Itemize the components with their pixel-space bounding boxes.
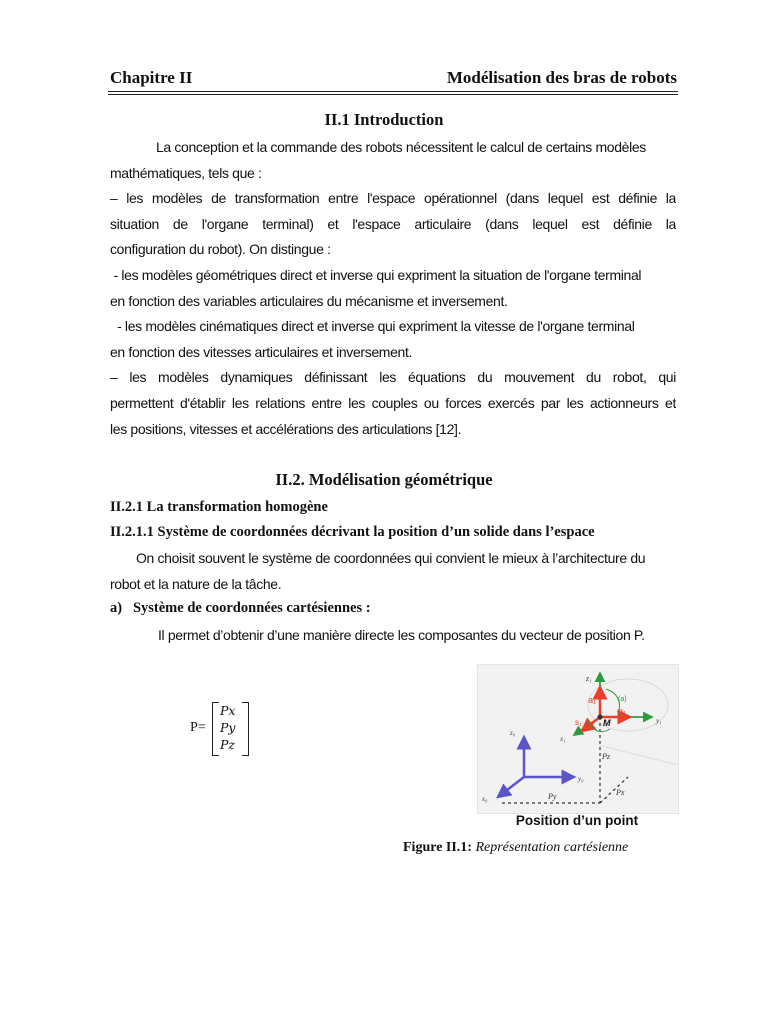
label-a1: a₁	[588, 695, 597, 705]
text-line: en fonction des variables articulaires du mécanisme et inversement.	[110, 292, 508, 309]
point-m	[598, 715, 603, 720]
text-line: en fonction des vitesses articulaires et inversement.	[110, 343, 413, 360]
matrix-entry-px: Px	[220, 703, 236, 718]
cartesian-figure	[477, 664, 679, 814]
header-rule-thin	[108, 94, 678, 95]
chapter-label: Chapitre II	[110, 68, 193, 87]
text-line: – les modèles dynamiques définissant les équations du mouvement du robot, qui	[110, 369, 676, 386]
text-line: - les modèles cinématiques direct et inverse qui expriment la vitesse de l'organe terminal	[110, 318, 635, 335]
label-px: Px	[616, 788, 625, 797]
figure-image-caption: Position d’un point	[515, 813, 639, 828]
label-z1: z₁	[586, 674, 592, 683]
matrix-entry-pz: Pz	[220, 737, 235, 752]
label-y0: y₀	[578, 775, 584, 783]
text-line: les positions, vitesses et accélérations des articulations [12].	[110, 420, 462, 437]
label-z0: z₀	[510, 729, 516, 737]
label-x1: x₁	[560, 735, 566, 743]
text-line: mathématiques, tels que :	[110, 164, 262, 181]
subsection-heading-cartesian: a) Système de coordonnées cartésiennes :	[110, 600, 371, 616]
label-pz: Pz	[602, 752, 610, 761]
cartesian-diagram	[478, 665, 678, 813]
text-line: robot et la nature de la tâche.	[110, 575, 282, 592]
figure-caption	[403, 840, 628, 856]
text-line: - les modèles géométriques direct et inverse qui expriment la situation de l'organe terminal	[110, 266, 642, 283]
cartesian-paragraph	[158, 623, 678, 649]
section-heading-introduction: II.1 Introduction	[324, 110, 444, 129]
text-line: On choisit souvent le système de coordonnées qui convient le mieux à l’architecture du	[136, 550, 646, 566]
label-m: M	[603, 718, 611, 728]
subsection-heading-transformation: II.2.1 La transformation homogène	[110, 499, 328, 515]
section-heading-modelisation: II.2. Modélisation géométrique	[275, 470, 493, 489]
vector-s1	[582, 717, 600, 731]
matrix-label: P=	[190, 720, 206, 735]
figure-caption-number: Figure II.1:	[403, 840, 472, 855]
base-x-axis	[498, 777, 524, 797]
label-x0: x₀	[482, 795, 488, 803]
text-line: – les modèles de transformation entre l'espace opérationnel (dans lequel est définie la	[110, 190, 676, 207]
label-n1: n₁	[618, 706, 627, 716]
coordinates-paragraph	[110, 546, 676, 597]
introduction-paragraph	[110, 135, 676, 442]
label-py: Py	[548, 792, 557, 801]
background-line	[598, 745, 678, 765]
text-line: La conception et la commande des robots nécessitent le calcul de certains modèles	[156, 139, 646, 155]
label-theta: (a)	[618, 696, 627, 703]
label-s1: s₁	[575, 718, 582, 727]
text-line: permettent d'établir les relations entre les couples ou forces exercés par les actionneurs et	[110, 394, 676, 411]
matrix-right-bracket	[242, 702, 249, 756]
text-line: Il permet d’obtenir d’une manière directe les composantes du vecteur de position P.	[158, 627, 645, 643]
label-y1: y₁	[656, 717, 662, 725]
header-rule	[108, 91, 678, 92]
text-line: configuration du robot). On distingue :	[110, 241, 331, 258]
matrix-entry-py: Py	[220, 720, 236, 735]
matrix-entries	[220, 702, 235, 753]
chapter-title: Modélisation des bras de robots	[446, 68, 677, 87]
subsection-heading-coordinates: II.2.1.1 Système de coordonnées décrivant la position d’un solide dans l’espace	[110, 524, 595, 540]
figure-caption-text: Représentation cartésienne	[475, 840, 629, 855]
matrix-left-bracket	[212, 702, 219, 756]
text-line: situation de l'organe terminal) et l'espace articulaire (dans lequel est définie la	[110, 215, 676, 232]
